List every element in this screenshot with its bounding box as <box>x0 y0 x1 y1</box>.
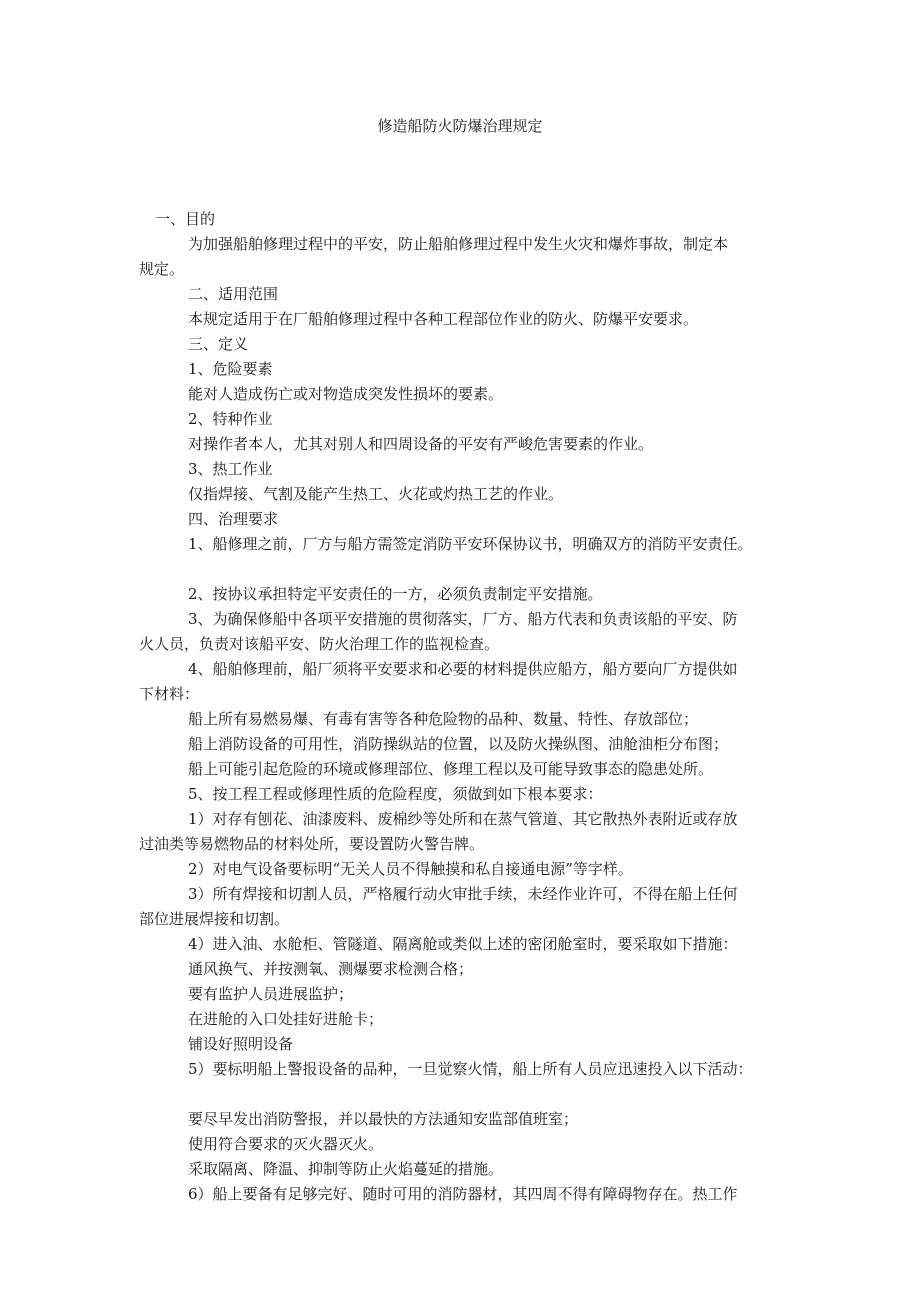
paragraph-line: 6）船上要备有足够完好、随时可用的消防器材，其四周不得有障碍物存在。热工作 <box>188 1185 738 1203</box>
paragraph-line: 仅指焊接、气割及能产生热工、火花或灼热工艺的作业。 <box>188 485 564 503</box>
section-heading: 二、适用范围 <box>188 285 279 303</box>
paragraph-line: 5）要标明船上警报设备的品种，一旦觉察火情，船上所有人员应迅速投入以下活动： <box>188 1060 753 1078</box>
paragraph-line: 3）所有焊接和切割人员，严格履行动火审批手续，未经作业许可，不得在船上任何 <box>188 885 738 903</box>
section-heading: 三、定义 <box>188 335 249 353</box>
paragraph-line: 4、船舶修理前，船厂须将平安要求和必要的材料提供应船方，船方要向厂方提供如 <box>188 660 738 678</box>
paragraph-line: 规定。 <box>139 260 185 278</box>
paragraph-line: 船上所有易燃易爆、有毒有害等各种危险物的品种、数量、特性、存放部位； <box>188 710 699 728</box>
paragraph-line: 铺设好照明设备 <box>188 1035 294 1053</box>
paragraph-line: 使用符合要求的灭火器灭火。 <box>188 1135 384 1153</box>
subsection-heading: 3、热工作业 <box>188 460 273 478</box>
paragraph-line: 要有监护人员进展监护； <box>188 985 354 1003</box>
subsection-heading: 2、特种作业 <box>188 410 273 428</box>
paragraph-line: 下材料： <box>139 685 200 703</box>
subsection-heading: 1、危险要素 <box>188 360 273 378</box>
paragraph-line: 本规定适用于在厂船舶修理过程中各种工程部位作业的防火、防爆平安要求。 <box>188 310 699 328</box>
paragraph-line: 船上消防设备的可用性，消防操纵站的位置，以及防火操纵图、油舱油柜分布图； <box>188 735 729 753</box>
paragraph-line: 火人员，负责对该船平安、防火治理工作的监视检查。 <box>139 635 500 653</box>
paragraph-line: 过油类等易燃物品的材料处所，要设置防火警告牌。 <box>139 835 485 853</box>
paragraph-line: 要尽早发出消防警报，并以最快的方法通知安监部值班室； <box>188 1110 579 1128</box>
paragraph-line: 2）对电气设备要标明“无关人员不得触摸和私自接通电源”等字样。 <box>188 860 633 878</box>
paragraph-line: 5、按工程工程或修理性质的危险程度，须做到如下根本要求： <box>188 785 603 803</box>
paragraph-line: 对操作者本人，尤其对别人和四周设备的平安有严峻危害要素的作业。 <box>188 435 654 453</box>
paragraph-line: 为加强船舶修理过程中的平安，防止船舶修理过程中发生火灾和爆炸事故，制定本 <box>188 235 729 253</box>
section-heading: 四、治理要求 <box>188 510 279 528</box>
paragraph-line: 2、按协议承担特定平安责任的一方，必须负责制定平安措施。 <box>188 585 603 603</box>
paragraph-line: 1、船修理之前，厂方与船方需签定消防平安环保协议书，明确双方的消防平安责任。 <box>188 535 753 553</box>
paragraph-line: 在进舱的入口处挂好进舱卡； <box>188 1010 384 1028</box>
section-heading: 一、目的 <box>155 210 216 228</box>
paragraph-line: 4）进入油、水舱柜、管隧道、隔离舱或类似上述的密闭舱室时，要采取如下措施： <box>188 935 738 953</box>
paragraph-line: 通风换气、并按测氧、测爆要求检测合格； <box>188 960 474 978</box>
document-title: 修造船防火防爆治理规定 <box>377 117 543 135</box>
paragraph-line: 3、为确保修船中各项平安措施的贯彻落实，厂方、船方代表和负责该船的平安、防 <box>188 610 738 628</box>
paragraph-line: 采取隔离、降温、抑制等防止火焰蔓延的措施。 <box>188 1160 504 1178</box>
paragraph-line: 船上可能引起危险的环境或修理部位、修理工程以及可能导致事态的隐患处所。 <box>188 760 714 778</box>
paragraph-line: 1）对存有刨花、油漆废料、废棉纱等处所和在蒸气管道、其它散热外表附近或存放 <box>188 810 738 828</box>
paragraph-line: 部位进展焊接和切割。 <box>139 910 290 928</box>
paragraph-line: 能对人造成伤亡或对物造成突发性损坏的要素。 <box>188 385 504 403</box>
